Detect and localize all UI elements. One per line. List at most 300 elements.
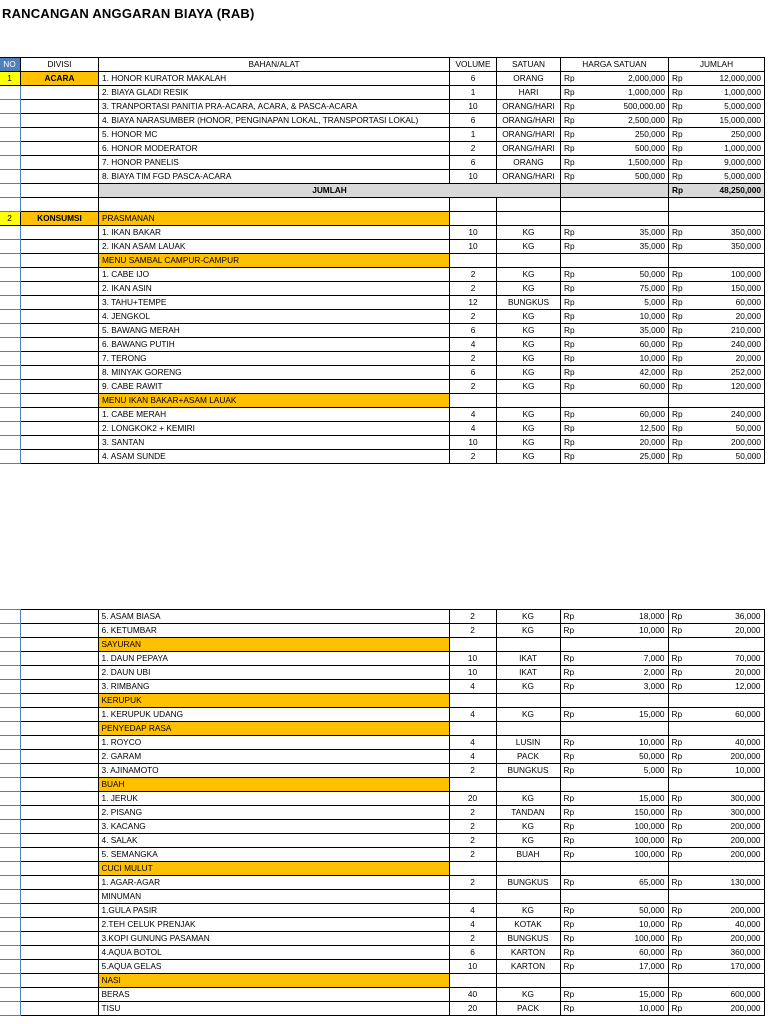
currency-label: Rp bbox=[563, 835, 575, 845]
satuan-cell: BUAH bbox=[496, 848, 560, 862]
harga-cell-value: 3,000 bbox=[643, 681, 665, 691]
satuan-cell: KG bbox=[497, 436, 561, 450]
jumlah-cell bbox=[668, 708, 764, 722]
harga-cell bbox=[561, 338, 669, 352]
harga-cell-wrap bbox=[564, 708, 665, 721]
table-row bbox=[0, 806, 764, 820]
jumlah-cell-value: 350,000 bbox=[731, 227, 761, 237]
table-row bbox=[0, 792, 764, 806]
harga-cell-value: 25,000 bbox=[639, 451, 665, 461]
rab-table-page-1 bbox=[0, 57, 765, 464]
satuan-cell: ORANG/HARI bbox=[497, 142, 561, 156]
header-cell: SATUAN bbox=[497, 58, 561, 72]
harga-cell-value: 150,000 bbox=[634, 807, 665, 817]
jumlah-cell-value: 210,000 bbox=[731, 325, 761, 335]
harga-cell-wrap bbox=[564, 932, 665, 945]
no-cell bbox=[0, 408, 21, 422]
item-name: 2. BIAYA GLADI RESIK bbox=[99, 86, 450, 100]
item-name: 3. KACANG bbox=[98, 820, 449, 834]
divisi-cell bbox=[20, 792, 98, 806]
blank-cell bbox=[496, 974, 560, 988]
jumlah-cell bbox=[669, 142, 765, 156]
no-cell bbox=[0, 876, 20, 890]
blank-cell bbox=[496, 778, 560, 792]
jumlah-cell-wrap bbox=[672, 736, 761, 749]
harga-cell-value: 20,000 bbox=[639, 437, 665, 447]
satuan-cell: KG bbox=[496, 680, 560, 694]
no-cell bbox=[0, 694, 20, 708]
item-name: TISU bbox=[98, 1002, 449, 1016]
currency-label: Rp bbox=[563, 933, 575, 943]
no-cell bbox=[0, 226, 21, 240]
table-row bbox=[0, 380, 765, 394]
table-row bbox=[0, 408, 765, 422]
plain-row bbox=[0, 890, 764, 904]
harga-cell-value: 15,000 bbox=[639, 709, 665, 719]
blank-cell bbox=[450, 212, 497, 226]
no-cell: 1 bbox=[0, 72, 21, 86]
jumlah-cell-value: 300,000 bbox=[730, 793, 761, 803]
currency-label: Rp bbox=[672, 115, 683, 125]
item-name: 6. KETUMBAR bbox=[98, 624, 449, 638]
harga-cell bbox=[561, 170, 669, 184]
item-name: 1. CABE IJO bbox=[99, 268, 450, 282]
harga-cell-value: 60,000 bbox=[639, 381, 665, 391]
jumlah-cell-value: 10,000 bbox=[735, 765, 761, 775]
item-name: 3.KOPI GUNUNG PASAMAN bbox=[98, 932, 449, 946]
harga-cell-wrap bbox=[564, 282, 665, 295]
no-cell bbox=[0, 128, 21, 142]
no-cell bbox=[0, 394, 21, 408]
currency-label: Rp bbox=[671, 709, 683, 719]
harga-cell bbox=[560, 1002, 668, 1016]
volume-cell: 10 bbox=[449, 652, 496, 666]
jumlah-cell bbox=[669, 450, 765, 464]
jumlah-cell-value: 600,000 bbox=[730, 989, 761, 999]
currency-label: Rp bbox=[563, 611, 575, 621]
satuan-cell: KG bbox=[497, 226, 561, 240]
currency-label: Rp bbox=[564, 325, 575, 335]
no-cell bbox=[0, 848, 20, 862]
jumlah-cell-wrap bbox=[672, 380, 761, 393]
blank-row bbox=[0, 198, 765, 212]
harga-cell bbox=[561, 408, 669, 422]
no-cell bbox=[0, 198, 21, 212]
currency-label: Rp bbox=[564, 101, 575, 111]
divisi-cell bbox=[21, 240, 99, 254]
harga-cell-value: 1,000,000 bbox=[628, 87, 665, 97]
page-title: RANCANGAN ANGGARAN BIAYA (RAB) bbox=[2, 6, 255, 21]
currency-label: Rp bbox=[563, 667, 575, 677]
volume-cell: 2 bbox=[450, 310, 497, 324]
harga-cell-wrap bbox=[564, 904, 665, 917]
section-row bbox=[0, 778, 764, 792]
blank-cell bbox=[560, 862, 668, 876]
volume-cell: 1 bbox=[450, 86, 497, 100]
item-name: 2. IKAN ASIN bbox=[99, 282, 450, 296]
table-row bbox=[0, 436, 765, 450]
blank-cell bbox=[450, 394, 497, 408]
harga-cell bbox=[561, 296, 669, 310]
jumlah-cell-value: 50,000 bbox=[735, 451, 761, 461]
harga-cell bbox=[560, 764, 668, 778]
table-row bbox=[0, 988, 764, 1002]
volume-cell: 12 bbox=[450, 296, 497, 310]
jumlah-cell-wrap bbox=[672, 408, 761, 421]
table-row bbox=[0, 610, 764, 624]
harga-cell-value: 100,000 bbox=[634, 835, 665, 845]
section-row bbox=[0, 974, 764, 988]
section-label: SAYURAN bbox=[98, 638, 449, 652]
item-name: 5.AQUA GELAS bbox=[98, 960, 449, 974]
volume-cell: 6 bbox=[450, 324, 497, 338]
jumlah-cell-wrap bbox=[672, 72, 761, 85]
table-row bbox=[0, 624, 764, 638]
jumlah-cell-wrap bbox=[672, 156, 761, 169]
harga-cell bbox=[560, 666, 668, 680]
item-name: 5. SEMANGKA bbox=[98, 848, 449, 862]
currency-label: Rp bbox=[671, 793, 683, 803]
jumlah-cell-wrap bbox=[672, 764, 761, 777]
currency-label: Rp bbox=[672, 185, 684, 195]
harga-cell-value: 18,000 bbox=[639, 611, 665, 621]
harga-cell-wrap bbox=[564, 240, 665, 253]
volume-cell: 2 bbox=[449, 834, 496, 848]
item-name: 2. IKAN ASAM LAUAK bbox=[99, 240, 450, 254]
currency-label: Rp bbox=[563, 1003, 575, 1013]
jumlah-cell bbox=[669, 436, 765, 450]
jumlah-cell bbox=[669, 422, 765, 436]
volume-cell: 2 bbox=[449, 876, 496, 890]
currency-label: Rp bbox=[564, 283, 575, 293]
blank-cell bbox=[497, 198, 561, 212]
currency-label: Rp bbox=[564, 157, 575, 167]
jumlah-cell bbox=[668, 946, 764, 960]
currency-label: Rp bbox=[672, 339, 683, 349]
satuan-cell: KG bbox=[497, 282, 561, 296]
blank-cell bbox=[450, 198, 497, 212]
harga-cell-value: 10,000 bbox=[639, 1003, 665, 1013]
blank-cell bbox=[668, 694, 764, 708]
no-cell bbox=[0, 240, 21, 254]
currency-label: Rp bbox=[564, 353, 575, 363]
table-row bbox=[0, 114, 765, 128]
section-label: BUAH bbox=[98, 778, 449, 792]
satuan-cell: KG bbox=[497, 338, 561, 352]
harga-cell bbox=[561, 142, 669, 156]
jumlah-cell-wrap bbox=[672, 226, 761, 239]
harga-cell-value: 35,000 bbox=[639, 227, 665, 237]
divisi-cell bbox=[20, 974, 98, 988]
no-cell bbox=[0, 624, 20, 638]
jumlah-cell-wrap bbox=[672, 338, 761, 351]
currency-label: Rp bbox=[672, 129, 683, 139]
blank-cell bbox=[99, 198, 450, 212]
jumlah-cell-wrap bbox=[672, 296, 761, 309]
harga-cell bbox=[561, 450, 669, 464]
volume-cell: 2 bbox=[449, 820, 496, 834]
divisi-cell bbox=[20, 610, 98, 624]
harga-cell-wrap bbox=[564, 820, 665, 833]
no-cell bbox=[0, 792, 20, 806]
jumlah-cell bbox=[668, 610, 764, 624]
jumlah-cell-wrap bbox=[672, 666, 761, 679]
no-cell bbox=[0, 974, 20, 988]
volume-cell: 10 bbox=[450, 240, 497, 254]
jumlah-cell bbox=[669, 268, 765, 282]
item-name: 3. TAHU+TEMPE bbox=[99, 296, 450, 310]
jumlah-cell-value: 70,000 bbox=[735, 653, 761, 663]
item-name: BERAS bbox=[98, 988, 449, 1002]
jumlah-cell bbox=[669, 296, 765, 310]
currency-label: Rp bbox=[672, 157, 683, 167]
jumlah-cell bbox=[668, 666, 764, 680]
no-cell bbox=[0, 170, 21, 184]
harga-cell bbox=[560, 848, 668, 862]
jumlah-cell bbox=[669, 338, 765, 352]
harga-cell-value: 10,000 bbox=[639, 919, 665, 929]
volume-cell: 2 bbox=[450, 450, 497, 464]
no-cell bbox=[0, 86, 21, 100]
currency-label: Rp bbox=[563, 681, 575, 691]
jumlah-cell bbox=[668, 1002, 764, 1016]
divisi-cell bbox=[20, 680, 98, 694]
jumlah-cell bbox=[669, 310, 765, 324]
jumlah-cell bbox=[668, 834, 764, 848]
item-name: 1. DAUN PEPAYA bbox=[98, 652, 449, 666]
blank-cell bbox=[668, 722, 764, 736]
volume-cell: 4 bbox=[449, 680, 496, 694]
harga-cell-wrap bbox=[564, 338, 665, 351]
no-cell bbox=[0, 436, 21, 450]
divisi-cell bbox=[20, 708, 98, 722]
currency-label: Rp bbox=[672, 423, 683, 433]
harga-cell-wrap bbox=[564, 918, 665, 931]
jumlah-cell-wrap bbox=[672, 834, 761, 847]
jumlah-cell bbox=[669, 156, 765, 170]
item-name: 4. JENGKOL bbox=[99, 310, 450, 324]
harga-cell-wrap bbox=[564, 960, 665, 973]
blank-cell bbox=[497, 212, 561, 226]
jumlah-cell-wrap bbox=[672, 680, 761, 693]
rab-table-page-2 bbox=[0, 609, 765, 1016]
divisi-cell: ACARA bbox=[21, 72, 99, 86]
satuan-cell: KOTAK bbox=[496, 918, 560, 932]
divisi-cell bbox=[20, 722, 98, 736]
header-cell: HARGA SATUAN bbox=[561, 58, 669, 72]
currency-label: Rp bbox=[671, 751, 683, 761]
item-name: 1. AGAR-AGAR bbox=[98, 876, 449, 890]
harga-cell-value: 100,000 bbox=[634, 821, 665, 831]
table-row bbox=[0, 946, 764, 960]
currency-label: Rp bbox=[671, 961, 683, 971]
currency-label: Rp bbox=[672, 241, 683, 251]
jumlah-cell-value: 200,000 bbox=[730, 751, 761, 761]
blank-cell bbox=[449, 890, 496, 904]
volume-cell: 1 bbox=[450, 128, 497, 142]
satuan-cell: BUNGKUS bbox=[496, 932, 560, 946]
currency-label: Rp bbox=[564, 73, 575, 83]
jumlah-cell bbox=[669, 240, 765, 254]
section-row bbox=[0, 722, 764, 736]
no-cell bbox=[0, 114, 21, 128]
jumlah-cell bbox=[669, 366, 765, 380]
header-cell: NO bbox=[0, 58, 21, 72]
harga-cell-value: 500,000 bbox=[635, 143, 665, 153]
harga-cell-value: 5,000 bbox=[644, 297, 665, 307]
table-row bbox=[0, 450, 765, 464]
no-cell bbox=[0, 610, 20, 624]
jumlah-cell-value: 252,000 bbox=[731, 367, 761, 377]
currency-label: Rp bbox=[563, 821, 575, 831]
volume-cell: 2 bbox=[449, 932, 496, 946]
jumlah-cell bbox=[668, 750, 764, 764]
harga-cell bbox=[561, 86, 669, 100]
currency-label: Rp bbox=[671, 611, 683, 621]
currency-label: Rp bbox=[672, 269, 683, 279]
harga-cell bbox=[561, 436, 669, 450]
divisi-cell bbox=[21, 310, 99, 324]
table-row bbox=[0, 128, 765, 142]
satuan-cell: KG bbox=[497, 268, 561, 282]
currency-label: Rp bbox=[564, 129, 575, 139]
item-name: 4.AQUA BOTOL bbox=[98, 946, 449, 960]
section-row bbox=[0, 694, 764, 708]
harga-cell bbox=[561, 226, 669, 240]
item-name: 1. KERUPUK UDANG bbox=[98, 708, 449, 722]
jumlah-cell bbox=[668, 764, 764, 778]
item-name: 1. JERUK bbox=[98, 792, 449, 806]
harga-cell-wrap bbox=[564, 268, 665, 281]
item-name: 1. ROYCO bbox=[98, 736, 449, 750]
no-cell bbox=[0, 324, 21, 338]
divisi-cell bbox=[21, 142, 99, 156]
no-cell bbox=[0, 778, 20, 792]
blank-cell bbox=[560, 638, 668, 652]
currency-label: Rp bbox=[671, 653, 683, 663]
satuan-cell: IKAT bbox=[496, 652, 560, 666]
divisi-cell bbox=[21, 86, 99, 100]
plain-label: MINUMAN bbox=[98, 890, 449, 904]
satuan-cell: KG bbox=[497, 450, 561, 464]
blank-cell bbox=[668, 778, 764, 792]
jumlah-cell bbox=[668, 806, 764, 820]
jumlah-cell-wrap bbox=[672, 988, 761, 1001]
jumlah-cell-value: 20,000 bbox=[735, 353, 761, 363]
harga-cell bbox=[561, 310, 669, 324]
volume-cell: 4 bbox=[450, 338, 497, 352]
blank-cell bbox=[561, 254, 669, 268]
satuan-cell: LUSIN bbox=[496, 736, 560, 750]
harga-cell-value: 60,000 bbox=[639, 947, 665, 957]
satuan-cell: KARTON bbox=[496, 946, 560, 960]
divisi-cell bbox=[21, 296, 99, 310]
jumlah-cell-value: 36,000 bbox=[735, 611, 761, 621]
volume-cell: 6 bbox=[450, 156, 497, 170]
harga-cell bbox=[560, 946, 668, 960]
harga-cell-value: 10,000 bbox=[639, 311, 665, 321]
no-cell bbox=[0, 652, 20, 666]
jumlah-cell-value: 170,000 bbox=[730, 961, 761, 971]
satuan-cell: KARTON bbox=[496, 960, 560, 974]
divisi-cell bbox=[21, 422, 99, 436]
harga-cell-value: 5,000 bbox=[643, 765, 665, 775]
harga-cell bbox=[561, 268, 669, 282]
header-cell: BAHAN/ALAT bbox=[99, 58, 450, 72]
no-cell bbox=[0, 338, 21, 352]
table-row bbox=[0, 156, 765, 170]
currency-label: Rp bbox=[564, 269, 575, 279]
no-cell bbox=[0, 834, 20, 848]
no-cell bbox=[0, 184, 21, 198]
harga-cell-value: 42,000 bbox=[639, 367, 665, 377]
volume-cell: 10 bbox=[449, 666, 496, 680]
jumlah-cell bbox=[669, 324, 765, 338]
table-header-row bbox=[0, 58, 765, 72]
jumlah-cell-value: 60,000 bbox=[735, 297, 761, 307]
currency-label: Rp bbox=[671, 765, 683, 775]
jumlah-cell-wrap bbox=[672, 268, 761, 281]
table-row bbox=[0, 848, 764, 862]
harga-cell-value: 500,000.00 bbox=[623, 101, 665, 111]
harga-cell-wrap bbox=[564, 750, 665, 763]
volume-cell: 2 bbox=[450, 380, 497, 394]
header-cell: VOLUME bbox=[450, 58, 497, 72]
currency-label: Rp bbox=[563, 625, 575, 635]
jumlah-cell-value: 150,000 bbox=[731, 283, 761, 293]
item-name: 4. SALAK bbox=[98, 834, 449, 848]
currency-label: Rp bbox=[563, 709, 575, 719]
divisi-cell bbox=[20, 988, 98, 1002]
table-row bbox=[0, 680, 764, 694]
harga-cell bbox=[560, 834, 668, 848]
divisi-cell bbox=[21, 226, 99, 240]
harga-cell bbox=[561, 352, 669, 366]
item-name: 6. HONOR MODERATOR bbox=[99, 142, 450, 156]
satuan-cell: KG bbox=[497, 408, 561, 422]
divisi-cell bbox=[20, 806, 98, 820]
harga-cell-value: 100,000 bbox=[634, 849, 665, 859]
divisi-cell bbox=[20, 932, 98, 946]
jumlah-cell-value: 60,000 bbox=[735, 709, 761, 719]
satuan-cell: KG bbox=[496, 708, 560, 722]
no-cell bbox=[0, 750, 20, 764]
jumlah-cell-wrap bbox=[672, 960, 761, 973]
jumlah-cell bbox=[669, 352, 765, 366]
divisi-cell bbox=[20, 834, 98, 848]
table-row bbox=[0, 764, 764, 778]
divisi-cell bbox=[20, 778, 98, 792]
item-name: 1. HONOR KURATOR MAKALAH bbox=[99, 72, 450, 86]
harga-cell-wrap bbox=[564, 226, 665, 239]
no-cell bbox=[0, 666, 20, 680]
no-cell bbox=[0, 862, 20, 876]
jumlah-cell-wrap bbox=[672, 128, 761, 141]
currency-label: Rp bbox=[671, 681, 683, 691]
satuan-cell: KG bbox=[497, 240, 561, 254]
divisi-cell bbox=[20, 694, 98, 708]
divisi-cell bbox=[21, 324, 99, 338]
total-row bbox=[0, 184, 765, 198]
volume-cell: 2 bbox=[450, 142, 497, 156]
currency-label: Rp bbox=[672, 87, 683, 97]
table-row bbox=[0, 736, 764, 750]
harga-cell-wrap bbox=[564, 86, 665, 99]
jumlah-cell-value: 200,000 bbox=[730, 933, 761, 943]
jumlah-cell-value: 40,000 bbox=[735, 737, 761, 747]
satuan-cell: KG bbox=[497, 352, 561, 366]
satuan-cell: KG bbox=[496, 610, 560, 624]
